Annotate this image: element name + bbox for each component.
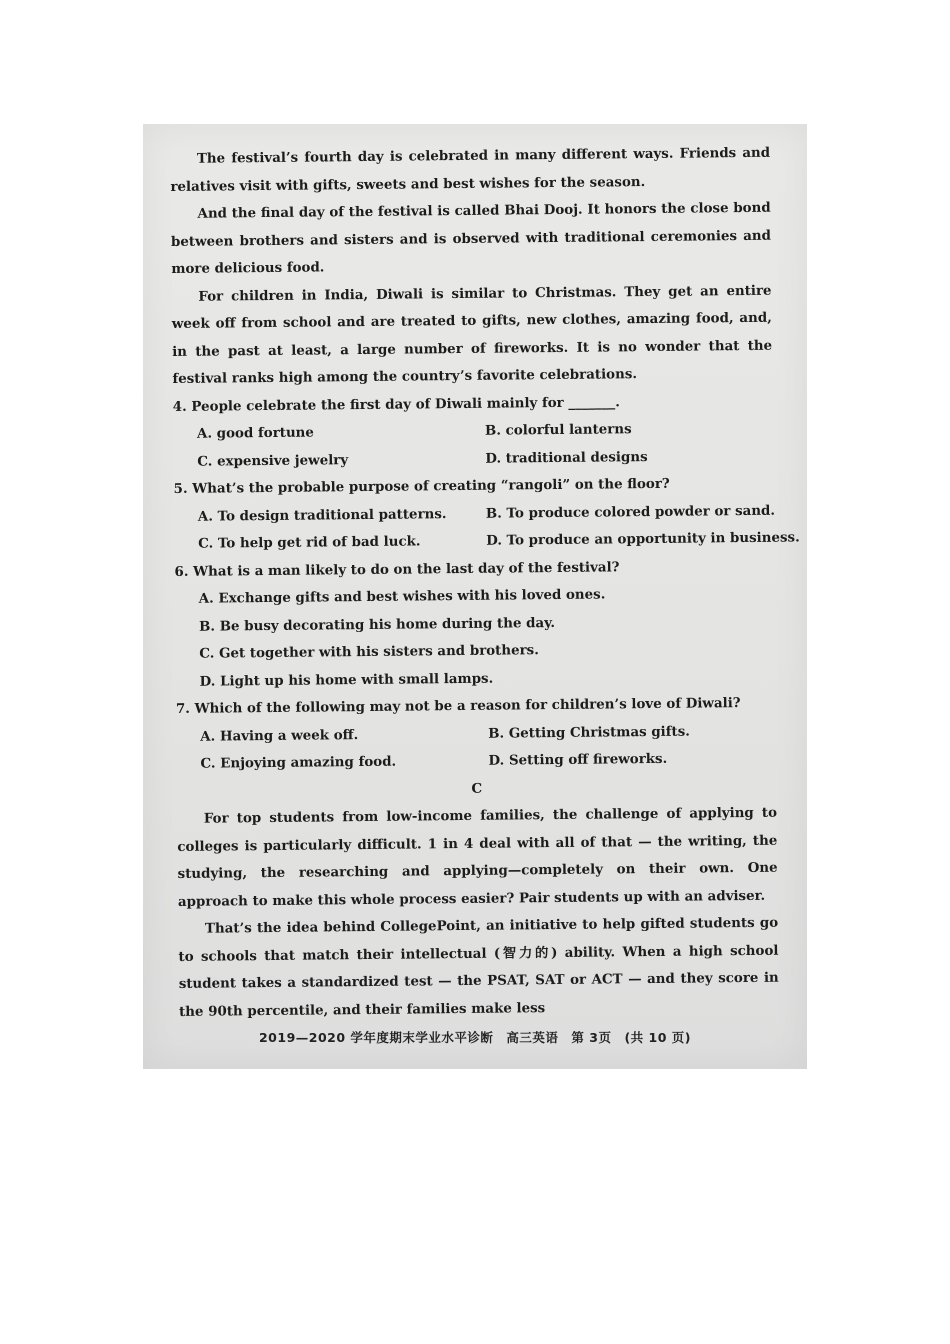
option-c: C. Get together with his sisters and brothers. [199,642,539,662]
question-7 [176,690,777,779]
option-b: B. colorful lanterns [484,421,632,439]
option-a: A. To design traditional patterns. [197,505,447,525]
option-a: A. Having a week off. [200,726,359,745]
option-b: B. Be busy decorating his home during the day. [198,614,556,635]
option-c: C. Enjoying amazing food. [200,753,397,772]
page-footer: 2019—2020 学年度期末学业水平诊断 高三英语 第 3页 (共 10 页) [258,1030,691,1045]
question-options [175,580,776,696]
question-options [174,497,800,558]
option-d: D. traditional designs [485,448,648,467]
paragraph-low-income: For top students from low-income families, the challenge of applying to colleges is particularly difficult. 1 in 4 deal with all of that — the writing, the studying, the researching and applying—completely on their own. One approach to make this whole process easier? Pair students up with an adviser. [177,804,778,910]
paragraph-children: For children in India, Diwali is similar to Christmas. They get an entire week off from school and are treated to gifts, new clothes, amazing food, and, in the past at least, a large number of fireworks. It is no wonder that the festival ranks high among the country’s favorite celebrations. [171,282,773,387]
page-content [170,140,800,1026]
option-d: D. Setting off fireworks. [488,750,668,769]
question-stem: 5. What’s the probable purpose of creating “rangoli” on the floor? [173,475,670,497]
option-d: D. Light up his home with small lamps. [199,670,494,690]
section-c-heading: C [471,780,483,797]
option-c: C. To help get rid of bad luck. [198,533,421,552]
question-options [173,415,774,476]
question-stem: 4. People celebrate the first day of Diwali mainly for _______. [172,393,620,415]
question-4 [173,387,774,476]
paragraph-collegepoint: That’s the idea behind CollegePoint, an initiative to help gifted students go to schools that match their intellectual (智力的) ability. When a high school student takes a standardized test — the PSAT, SAT or ACT — and they score in the 90th percentile, and their families make less [178,914,779,1020]
option-d: D. To produce an opportunity in business. [486,529,800,549]
paragraph-fourth-day: The festival’s fourth day is celebrated in many different ways. Friends and relatives visit with gifts, sweets and best wishes for the season. [170,144,771,195]
option-b: B. Getting Christmas gifts. [488,723,690,742]
exam-page [143,124,807,1069]
paragraph-final-day: And the final day of the festival is called Bhai Dooj. It honors the close bond between brothers and sisters and is observed with traditional ceremonies and more delicious food. [170,199,772,277]
option-b: B. To produce colored powder or sand. [485,502,776,522]
option-a: A. good fortune [196,424,314,442]
option-c: C. expensive jewelry [197,451,349,470]
question-stem: 6. What is a man likely to do on the last day of the festival? [174,558,620,580]
option-a: A. Exchange gifts and best wishes with his loved ones. [198,586,606,607]
question-6 [174,552,775,696]
question-5 [173,470,800,559]
question-options [176,717,777,778]
question-stem: 7. Which of the following may not be a reason for children’s love of Diwali? [175,695,741,717]
